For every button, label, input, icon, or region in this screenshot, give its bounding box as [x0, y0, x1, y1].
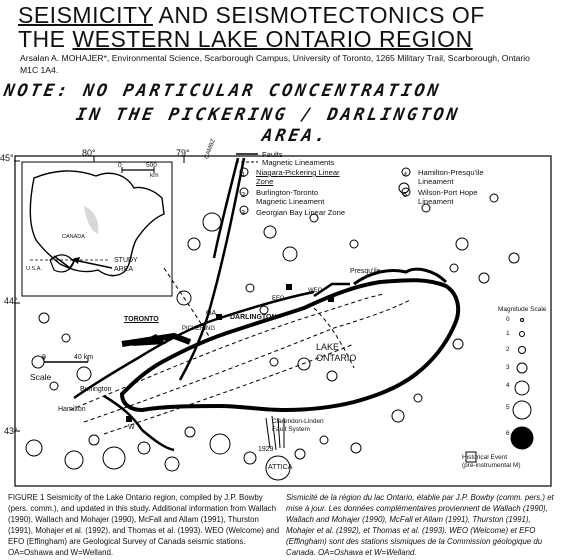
toronto-label: TORONTO	[124, 316, 159, 323]
year-1929-label: 1929	[258, 446, 274, 453]
inset-scale-500: 500	[146, 162, 157, 169]
title-region: WESTERN LAKE ONTARIO REGION	[72, 26, 473, 52]
burlington-label: Burlington	[80, 386, 112, 393]
caption-french: Sismicité de la région du lac Ontario, établie par J.P. Bowby (comm. pers.) et mise à jour. Les données complémentaires proviennent de Wallach (1990), Wallach and Mohajer (1990), McFall et Allam (1991), Thurston (1991), Mohajer et al. (1992), et Thomas et al. (1993). WEO (Welcome) et EFO (Effingham) sont des stations sismiques de la Commission géologique du Canada. OA=Oshawa et W=Welland.	[286, 493, 554, 557]
hamilton-label: Hamilton	[58, 406, 86, 413]
magnitude-4: 4	[506, 382, 510, 389]
title-line-2-prefix: THE	[18, 26, 73, 52]
note-line-2: IN THE PICKERING / DARLINGTON	[74, 105, 462, 125]
presquile-label: Presqu'ile	[350, 268, 381, 275]
magnitude-5: 5	[506, 404, 510, 411]
caption-english: FIGURE 1 Seismicity of the Lake Ontario region, compiled by J.P. Bowby (pers. comm.), and updated in this study. Additional information from Wallach (1990), Wallach and Mohajer (1990), McFall and Allam (1991), Thurston (1991), Mohajer et al. (1992), and Thomas et al. (1993). WEO (Welcome) and EFO (Effingham) are Geological Survey of Canada seismic stations. OA=Oshawa and W=Welland.	[8, 493, 280, 557]
title-line-1	[18, 4, 485, 27]
legend-item-4-num: 4	[403, 170, 408, 179]
magnitude-1: 1	[506, 330, 510, 337]
scale-label: Scale	[30, 372, 52, 382]
darlington-label: DARLINGTON	[230, 314, 277, 321]
legend-item-4: Hamilton-Presqu'ile Lineament	[418, 168, 484, 186]
note-line-3: AREA.	[260, 126, 331, 146]
cambz-label: CAMBZ	[204, 138, 217, 161]
welland-label: W	[128, 424, 135, 431]
legend-item-2: Burlington-Toronto Magnetic Lineament	[256, 188, 325, 206]
weo-label: WEO	[308, 288, 323, 294]
magnitude-2: 2	[506, 346, 510, 353]
lon-79-label: 79°	[176, 148, 190, 158]
inset-scale-unit: km	[150, 172, 159, 179]
magnitude-6: 6	[506, 430, 510, 437]
legend-faults: Faults	[262, 150, 283, 159]
magnitude-symbols	[511, 319, 533, 450]
pickering-label: PICKERING	[182, 326, 216, 332]
legend-magnetic-lineaments: Magnetic Lineaments	[262, 158, 335, 167]
title-line-2	[18, 28, 473, 51]
legend-item-2-num: 2	[241, 190, 246, 199]
lat-43-label: 43°	[4, 426, 18, 436]
legend-item-5: Wilson-Port Hope Lineament	[418, 188, 478, 206]
title-seismicity: SEISMICITY	[18, 2, 153, 28]
scale-40-label: 40 km	[74, 354, 94, 361]
inset-usa-label: U.S.A.	[26, 266, 42, 272]
scale-0-label: 0	[42, 354, 46, 361]
lake-ontario-label: LAKE ONTARIO	[316, 342, 357, 363]
inset-canada-label: CANADA	[62, 234, 85, 240]
inset-scale-0: 0	[118, 162, 122, 169]
legend-item-3: Georgian Bay Linear Zone	[256, 208, 346, 217]
author-affiliation: Arsalan A. MOHAJER*, Environmental Science, Scarborough Campus, University of Toronto, 1265 Military Trail, Scarborough, Ontario M1C 1A4.	[20, 53, 530, 75]
note-line-1: NOTE: NO PARTICULAR CONCENTRATION	[2, 81, 443, 101]
clarendon-linden-label: Clarendon-Linden Fault System	[272, 418, 324, 433]
lon-80-label: 80°	[82, 148, 96, 158]
magnitude-0: 0	[506, 316, 510, 323]
legend-item-1-num: 1	[241, 170, 246, 179]
oa-label: OA	[206, 310, 217, 317]
magnitude-scale-title: Magnitude Scale	[498, 306, 547, 313]
attica-label: ATTICA	[268, 464, 293, 471]
legend-item-5-num: 5	[403, 190, 408, 199]
title-line-1-rest: AND SEISMOTECTONICS OF	[152, 2, 485, 28]
inset-map	[22, 162, 172, 296]
lat-45-label: 45°	[0, 153, 14, 163]
efo-label: EFO	[272, 296, 285, 302]
historical-event-label: Historical Event (pre-instrumental M)	[462, 454, 521, 469]
legend-item-1: Niagara-Pickering Linear Zone	[256, 168, 340, 186]
lat-44-label: 44°	[4, 296, 18, 306]
magnitude-3: 3	[506, 364, 510, 371]
study-area-label: STUDY AREA	[114, 257, 138, 273]
legend-item-3-num: 3	[241, 208, 246, 217]
